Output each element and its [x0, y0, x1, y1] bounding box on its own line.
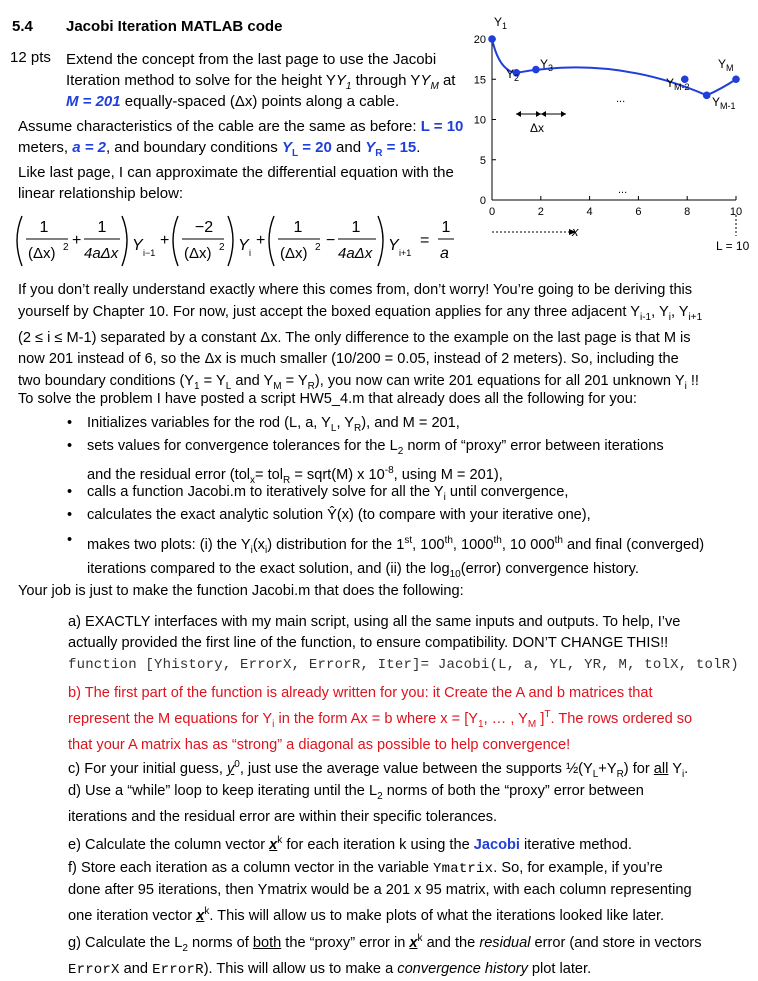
svg-text:(Δx): (Δx) — [280, 245, 308, 262]
cable-node-0 — [488, 35, 496, 43]
l-label: L = 10 — [716, 239, 750, 253]
points-label: 12 pts — [10, 49, 51, 66]
section-number: 5.4 — [12, 18, 33, 35]
y-tick-label: 20 — [473, 34, 486, 46]
item-e: e) Calculate the column vector $x^k$ for each iteration k using the Jacobi iterative method. — [68, 835, 632, 853]
y-tick-label: 15 — [473, 74, 486, 87]
item-a: a) EXACTLY interfaces with my main script, using all the same inputs and outputs. To help, I’ve actually provided the first line of the function, to ensure compatibility. DON’T CHANGE THIS!! function [Yhistory, ErrorX, ErrorR, Iter]= Jacobi(L, a, YL, YR, M, tolX, tolR) — [68, 612, 744, 676]
svg-text:4aΔx: 4aΔx — [84, 245, 119, 262]
svg-text:Y: Y — [132, 237, 143, 254]
svg-text:1: 1 — [293, 219, 303, 236]
svg-text:2: 2 — [63, 242, 69, 253]
y-tick-label: 5 — [479, 154, 486, 167]
dx-label: Δx — [530, 121, 545, 135]
y-tick-label: 0 — [479, 195, 486, 207]
dots-axis: ... — [618, 184, 628, 196]
x-tick-label: 0 — [488, 206, 496, 218]
x-tick-label: 4 — [586, 206, 593, 218]
item-c: c) For your initial guess, $y^0$, just use the average value between the supports $\frac{1}{2}(Y_L+Y_R)$ for all $Y_i$. — [68, 759, 689, 780]
figure-axes — [474, 34, 742, 218]
m-value: M = 201 — [66, 93, 121, 110]
svg-text:2: 2 — [219, 242, 225, 253]
bullet-5: • makes two plots: (i) the $Y_i(x_i)$ distribution for the 1st, 100th, 1000th, 10 000th and final (converged) iterations compared to the exact solution, and (ii) the $\log_{10}(error)$ convergence history. — [87, 531, 744, 585]
x-tick-label: 10 — [729, 206, 743, 218]
svg-text:(Δx): (Δx) — [184, 245, 212, 262]
bullet-1: • Initializes variables for the rod (L, a, $Y_L$, $Y_R$), and M = 201, — [87, 414, 744, 438]
label-y1: $Y_1$ — [494, 15, 508, 31]
cable-node-5 — [732, 75, 740, 83]
x-tick-label: 8 — [684, 206, 691, 218]
intro-line-1: Extend the concept from the last page to use the Jacobi — [66, 51, 437, 68]
cable-figure — [468, 10, 758, 260]
y-tick-label: 10 — [473, 114, 486, 127]
svg-text:−2: −2 — [194, 219, 214, 236]
job-intro: Your job is just to make the function Jacobi.m that does the following: — [18, 583, 464, 599]
assume-paragraph: Assume characteristics of the cable are the same as before: L = 10 meters, a = 2, and boundary conditions $Y_L = 20$ and $Y_R = 15$. — [18, 118, 464, 159]
svg-text:Y: Y — [388, 237, 399, 254]
svg-text:i−1: i−1 — [143, 248, 156, 258]
svg-text:1: 1 — [97, 219, 107, 236]
section-title: Jacobi Iteration MATLAB code — [66, 18, 283, 35]
svg-text:a: a — [440, 245, 449, 262]
svg-text:Y: Y — [238, 237, 249, 254]
jacobi-equation — [8, 208, 478, 276]
item-b: b) The first part of the function is already written for you: it Create the A and b matrices that represent the M equations for $Y_i$ in the form Ax = b where $x = [Y_1$, … , $Y_M$ ]$^T$. The rows ordered so that your A matrix has as “strong” a diagonal as possible to help convergence! — [68, 685, 693, 753]
script-intro: To solve the problem I have posted a script HW5_4.m that already does all the following for you: — [18, 391, 637, 407]
svg-text:−: − — [326, 232, 336, 249]
item-f: f) Store each iteration as a column vector in the variable Ymatrix. So, for example, if you’re done after 95 iterations, then Ymatrix would be a 201 x 95 matrix, with each column representing one iteration vector $x^k$. This will allow us to make plots of what the iterations looked like later. — [68, 860, 692, 924]
label-y3: $Y_3$ — [540, 57, 554, 73]
dots-top: ... — [616, 93, 626, 105]
bullet-4: • calculates the exact analytic solution Ŷ(x) (to compare with your iterative one), — [87, 506, 744, 526]
bullet-2: • sets values for convergence tolerances for the $L_2$ norm of “proxy” error between iterations and the residual error (tol$_x$= tol$_R$ = sqrt(M) x $10^{-8}$, using M = 201), — [87, 437, 744, 491]
svg-text:2: 2 — [315, 242, 321, 253]
item-g: g) Calculate the $L_2$ norms of both the “proxy” error in $x^k$ and the residual error (and store in vectors ErrorX and ErrorR). This will allow us to make a convergence history plot later. — [68, 933, 702, 978]
label-ym: $Y_M$ — [718, 57, 734, 73]
explanation-paragraph: If you don’t really understand exactly where this comes from, don’t worry! You’re going to be deriving this yourself by Chapter 10. For now, just accept the boxed equation applies for any three adjacent $Y_{i-1}$, $Y_i$, $Y_{i+1}$ (2 ≤ i ≤ M-1) separated by a constant Δx. The only difference to the example on the last page is that M is now 201 instead of 6, so the Δx is much smaller (10/200 = 0.05, instead of 2 meters). So, including the two boundary conditions ($Y_1 = Y_L$ and $Y_M = Y_R$), you now can write 201 equations for all 201 unknown $Y_i$ !! — [18, 282, 703, 392]
x-tick-label: 6 — [635, 206, 642, 218]
svg-text:+: + — [160, 232, 170, 249]
svg-text:4aΔx: 4aΔx — [338, 245, 373, 262]
eq-num-1: 1 — [39, 219, 49, 236]
svg-text:=: = — [420, 232, 430, 249]
svg-text:i+1: i+1 — [399, 248, 412, 258]
bullet-3: • calls a function Jacobi.m to iteratively solve for all the $Y_i$ until convergence, — [87, 483, 744, 507]
label-ym2: $Y_{M-2}$ — [666, 76, 690, 92]
svg-text:(Δx): (Δx) — [28, 245, 56, 262]
item-d: d) Use a “while” loop to keep iterating until the $L_2$ norms of both the “proxy” error between iterations and the residual error are within their specific tolerances. — [68, 783, 644, 825]
like-paragraph: Like last page, I can approximate the differential equation with the linear relationship below: — [18, 164, 454, 202]
cable-curve — [492, 39, 736, 95]
function-signature: function [Yhistory, ErrorX, ErrorR, Iter]= Jacobi(L, a, YL, YR, M, tolX, tolR) — [68, 657, 739, 673]
x-label: x — [572, 224, 579, 239]
figure-marks — [488, 15, 749, 253]
cable-node-4 — [703, 92, 711, 100]
intro-line-3: M = 201 equally-spaced (Δx) points along a cable. — [66, 93, 400, 110]
svg-text:1: 1 — [351, 219, 361, 236]
svg-text:+: + — [72, 232, 82, 249]
svg-text:1: 1 — [441, 219, 451, 236]
label-y2: $Y_2$ — [506, 67, 520, 83]
label-ym1: $Y_{M-1}$ — [712, 95, 736, 111]
svg-text:+: + — [256, 232, 266, 249]
cable-node-2 — [532, 66, 540, 74]
intro-line-2: Iteration method to solve for the height $YY_1$ through $YY_M$ at — [66, 72, 456, 92]
x-tick-label: 2 — [537, 206, 544, 218]
svg-text:i: i — [249, 248, 251, 258]
